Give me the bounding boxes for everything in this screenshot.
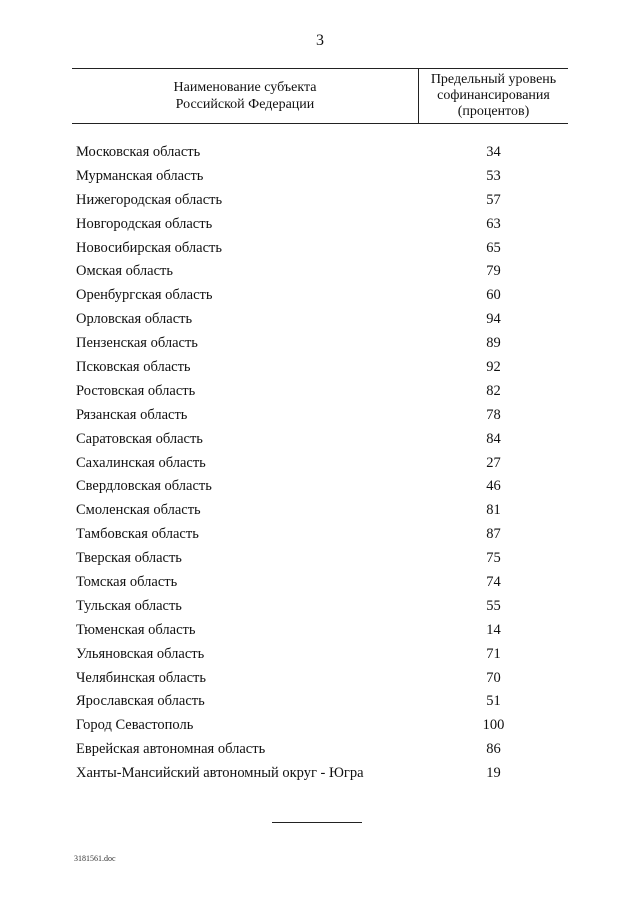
region-name: Тверская область (76, 550, 182, 567)
region-name: Нижегородская область (76, 191, 223, 208)
cofinancing-value: 82 (486, 382, 501, 399)
table-row (72, 498, 568, 522)
cofinancing-value: 92 (486, 359, 501, 376)
region-name: Оренбургская область (76, 287, 213, 304)
table-row (72, 594, 568, 618)
table-row (72, 307, 568, 331)
cofinancing-value: 14 (486, 621, 501, 638)
region-name: Смоленская область (76, 502, 201, 519)
table-row (72, 761, 568, 785)
table-row (72, 642, 568, 666)
table-row (72, 713, 568, 737)
region-name: Тамбовская область (76, 526, 199, 543)
cofinancing-value: 34 (486, 144, 501, 160)
table-row (72, 522, 568, 546)
region-name: Орловская область (76, 311, 193, 328)
region-name: Саратовская область (76, 430, 203, 447)
region-name: Сахалинская область (76, 454, 206, 471)
table-row (72, 427, 568, 451)
cofinancing-value: 81 (486, 502, 501, 519)
region-name: Свердловская область (76, 478, 212, 495)
table-body (72, 140, 568, 785)
table-row (72, 379, 568, 403)
table-header (72, 68, 568, 124)
cofinancing-value: 84 (486, 430, 501, 447)
region-name: Новосибирская область (76, 239, 222, 256)
cofinancing-value: 75 (486, 550, 501, 567)
cofinancing-value: 78 (486, 406, 501, 423)
cofinancing-value: 70 (486, 669, 501, 686)
cofinancing-table (72, 68, 568, 782)
table-row (72, 164, 568, 188)
region-name: Пензенская область (76, 335, 198, 352)
region-name: Ярославская область (76, 693, 205, 710)
cofinancing-value: 60 (486, 287, 501, 304)
table-row (72, 737, 568, 761)
table-row (72, 188, 568, 212)
end-of-table-rule (272, 822, 362, 823)
region-name: Московская область (76, 144, 201, 160)
region-name: Рязанская область (76, 406, 188, 423)
region-name: Омская область (76, 263, 173, 280)
cofinancing-value: 71 (486, 645, 501, 662)
region-name: Ханты-Мансийский автономный округ - Югра (76, 765, 364, 782)
cofinancing-value: 65 (486, 239, 501, 256)
table-row (72, 546, 568, 570)
cofinancing-value: 94 (486, 311, 501, 328)
region-name: Мурманская область (76, 167, 204, 184)
cofinancing-value: 79 (486, 263, 501, 280)
table-row (72, 689, 568, 713)
cofinancing-value: 89 (486, 335, 501, 352)
cofinancing-value: 53 (486, 167, 501, 184)
table-row (72, 259, 568, 283)
table-row (72, 355, 568, 379)
cofinancing-value: 55 (486, 597, 501, 614)
table-row (72, 283, 568, 307)
cofinancing-value: 19 (486, 765, 501, 782)
region-name: Новгородская область (76, 215, 213, 232)
region-name: Тюменская область (76, 621, 196, 638)
page-number: 3 (316, 32, 324, 49)
region-name: Тульская область (76, 597, 182, 614)
document-reference: 3181561.doc (74, 854, 116, 863)
table-row (72, 331, 568, 355)
region-name: Ростовская область (76, 382, 196, 399)
cofinancing-value: 63 (486, 215, 501, 232)
cofinancing-value: 51 (486, 693, 501, 710)
cofinancing-value: 100 (482, 717, 505, 734)
table-row (72, 212, 568, 236)
table-row (72, 474, 568, 498)
region-name: Псковская область (76, 359, 191, 376)
cofinancing-value: 27 (486, 454, 501, 471)
table-row (72, 666, 568, 690)
cofinancing-value: 86 (486, 741, 501, 758)
cofinancing-value: 74 (486, 574, 501, 591)
region-name: Ульяновская область (76, 645, 205, 662)
table-row (72, 403, 568, 427)
region-name: Город Севастополь (76, 717, 194, 734)
header-cofinancing-level: Предельный уровень софинансирования (процентов) (430, 72, 557, 119)
table-row (72, 140, 568, 164)
table-row (72, 451, 568, 475)
header-subject-name: Наименование субъекта Российской Федерации (173, 80, 317, 112)
region-name: Томская область (76, 574, 178, 591)
table-row (72, 618, 568, 642)
region-name: Еврейская автономная область (76, 741, 266, 758)
table-row (72, 570, 568, 594)
table-row (72, 236, 568, 260)
cofinancing-value: 87 (486, 526, 501, 543)
cofinancing-value: 46 (486, 478, 501, 495)
cofinancing-value: 57 (486, 191, 501, 208)
region-name: Челябинская область (76, 669, 206, 686)
